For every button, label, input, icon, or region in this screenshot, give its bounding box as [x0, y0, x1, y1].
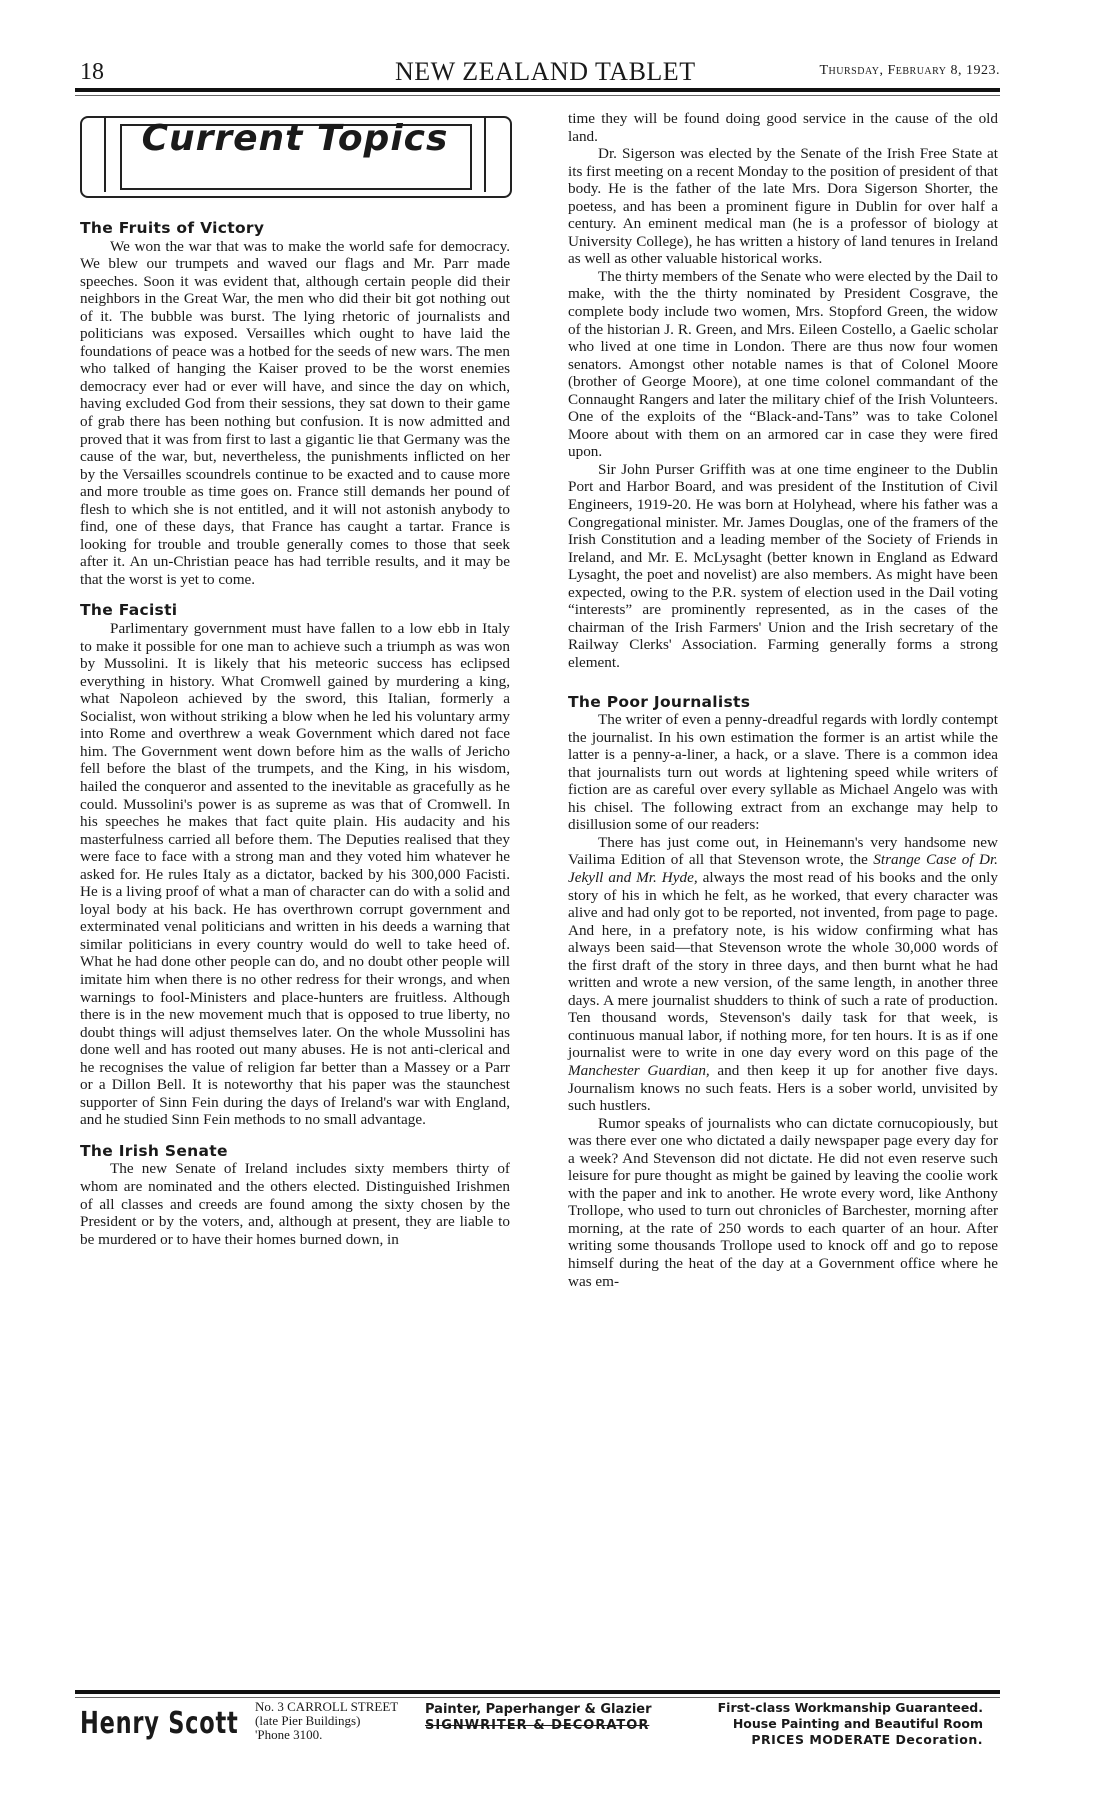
article-paragraph: The new Senate of Ireland includes sixty members thirty of whom are nominated and the others elected. Distinguished Irishmen of all classes and creeds are found among the sixty chosen by the President or by the voters, and, although at present, they are liable to be murdered or to have their homes burned down, in — [80, 1160, 510, 1248]
article-paragraph: Parlimentary government must have fallen to a low ebb in Italy to make it possible for one man to achieve such a triumph as was won by Mussolini. It is likely that his meteoric success has eclipsed everything in history. What Cromwell gained by murdering a king, what Napoleon achieved by the sword, this Italian, formerly a Socialist, won without striking a blow when he led his voluntary army into Rome and overthrew a weak Government which dared not face him. The Government went down before him as the walls of Jericho fell before the blast of the trumpets, and the King, in his wisdom, hailed the conqueror and assented to the inevitable as gracefully as he could. Mussolini's power is as supreme as was that of Cromwell. In his speeches he makes that fact quite plain. His audacity and his masterfulness carried all before them. The Deputies realised that they were face to face with a strong man and they voted him whatever he asked for. He rules Italy as a dictator, backed by his 300,000 Facisti. He is a living proof of what a man of character can do with a solid and loyal body at his back. He has overthrown corrupt government and exterminated venal politicians and written in his deeds a warning that similar politicians in every country would do well to take heed of. What he had done other people can do, and no doubt other people will imitate him when there is no other redress for their wrongs, and when warnings to fool-Ministers and place-hunters are fruitless. Although there is in the new movement much that is opposed to true liberty, no doubt things will adjust themselves later. On the whole Mussolini has done well and has rooted out many abuses. He is not anti-clerical and he recognises the value of religion far better than a Massey or a Parr or a Dillon Bell. It is noteworthy that his paper was the staunchest supporter of Sinn Fein during the days of Ireland's war with England, and he studied Sinn Fein methods to no small advantage. — [80, 620, 510, 1129]
article-heading-irish-senate: The Irish Senate — [80, 1141, 228, 1160]
advertiser-promo — [703, 1700, 983, 1748]
masthead-rule — [75, 88, 1000, 92]
trade-line: SIGNWRITER & DECORATOR — [425, 1718, 650, 1733]
promo-line: PRICES MODERATE Decoration. — [751, 1732, 983, 1747]
advertiser-name: Henry Scott — [80, 1706, 239, 1741]
article-paragraph: Dr. Sigerson was elected by the Senate of the Irish Free State at its first meeting on a recent Monday to the position of president of that body. He is the father of the late Mrs. Dora Sigerson Shorter, the poetess, and has been a prominent figure in Dublin for over half a century. An eminent medical man (he is a professor of biology at University College), he has written a history of land tenures in Ireland as well as other valuable historical works. — [568, 145, 998, 268]
article-paragraph: The writer of even a penny-dreadful regards with lordly contempt the journalist. In his own estimation the former is an artist while the latter is a penny-a-liner, a hack, or a slave. There is a common idea that journalists turn out words at lightening speed while writers of fiction are as careful over every syllable as Michael Angelo was with his chisel. The following extract from an exchange may help to disillusion some of our readers: — [568, 711, 998, 834]
article-paragraph: The thirty members of the Senate who were elected by the Dail to make, with the the thirty nominated by President Cosgrave, the complete body include two women, Mrs. Stopford Green, the widow of the historian J. R. Green, and Mrs. Eileen Costello, a Gaelic scholar who lived at one time in London. There are thus now four women senators. Amongst other notable names is that of Colonel Moore (brother of George Moore), at one time colonel commandant of the Connaught Rangers and later the military chief of the Irish Volunteers. One of the exploits of the “Black-and-Tans” was to take Colonel Moore about with them on an armored car in case they were fired upon. — [568, 267, 998, 461]
address-line: (late Pier Buildings) — [255, 1713, 361, 1728]
advertiser-trade — [425, 1702, 652, 1734]
left-column — [80, 108, 510, 1248]
promo-line: House Painting and Beautiful Room — [732, 1716, 983, 1731]
quote-text: There has just come out, in Heinemann's very handsome new Vailima Edition of all that Stevenson wrote, the — [568, 833, 998, 869]
article-paragraph: We won the war that was to make the world safe for democracy. We blew our trumpets and waved our flags and Mr. Parr made speeches. Soon it was evident that, although certain people did their neighbors in the Great War, the men who did their bit got nothing out of it. The bubble was burst. The lying rhetoric of journalists and politicians was exposed. Versailles which ought to have laid the foundations of peace was a hotbed for the seeds of new wars. The men who talked of hanging the Kaiser proved to be the worst enemies democracy ever had or ever will have, and since the day on which, having excluded God from their sessions, they sat down to their game of grab there has been nothing but confusion. It is now admitted and proved that it was from first to last a gigantic lie that Germany was the cause of the war, but, nevertheless, the punishments inflicted on her by the Versailles scoundrels continue to be exacted and to cause more and more trouble as time goes on. France still demands her pound of flesh to which she is not entitled, and it will not astonish anybody to find, one of these days, that France has caught a tartar. France is looking for trouble and trouble generally comes to those that seek after it. An un-Christian peace has had terrible results, and it may be that the worst is yet to come. — [80, 237, 510, 588]
section-title: Current Topics — [141, 118, 449, 159]
article-heading-poor-journalists: The Poor Journalists — [568, 692, 751, 711]
newspaper-name: Manchester Guardian, — [568, 1061, 710, 1079]
advertisement-rule-thin — [75, 1697, 1000, 1698]
advertisement-rule — [75, 1690, 1000, 1694]
article-paragraph: Sir John Purser Griffith was at one time engineer to the Dublin Port and Harbor Board, and was president of the Institution of Civil Engineers, 1919-20. He was born at Holyhead, where his father was a Congregational minister. Mr. James Douglas, one of the framers of the Irish Constitution and a leading member of the Society of Friends in Ireland, and Mr. E. McLysaght (better known in England as Edward Lysaght, the poet and novelist) are also members. As might have been expected, owing to the P.R. system of election used in the Dail voting “interests” are prominently represented, as in the cases of the chairman of the Irish Farmers' Union and the Irish secretary of the Railway Clerks' Association. Farming generally forms a strong element. — [568, 460, 998, 671]
trade-line: Painter, Paperhanger & Glazier — [425, 1702, 652, 1717]
quoted-paragraph: Rumor speaks of journalists who can dictate cornucopiously, but was there ever one who dictated a daily newspaper page every day for a week? And Stevenson did not dictate. He did not even reserve such leisure for pure thought as might be gained by leaving the coolie work with the paper and ink to another. He wrote every word, like Anthony Trollope, who used to turn out chronicles of Barchester, morning after morning, at the rate of 250 words to each quarter of an hour. After writing some thousands Trollope used to knock off and go to repose himself during the heat of the day at a Government office where he was em- — [568, 1114, 998, 1290]
article-heading-fruits-of-victory: The Fruits of Victory — [80, 219, 265, 237]
current-topics-banner — [80, 108, 510, 198]
article-paragraph-continued: time they will be found doing good service in the cause of the old land. — [568, 110, 998, 145]
quoted-paragraph — [568, 834, 998, 1115]
book-title: Strange Case of Dr. Jekyll and Mr. Hyde, — [568, 851, 998, 886]
masthead-rule-thin — [75, 95, 1000, 96]
advertiser-address — [255, 1700, 398, 1742]
phone-number: 'Phone 3100. — [255, 1727, 323, 1742]
masthead — [80, 55, 1000, 85]
article-heading-facisti: The Facisti — [80, 601, 178, 620]
right-column — [568, 110, 998, 1290]
quote-text: always the most read of his books and the only story of his in which he felt, as he worked, that every character was alive and had only got to be reported, not invented, from page to page. And here, in a prefatory note, is his widow confirming what has always been said—that Stevenson wrote the whole 30,000 words of the first draft of the story in three days, and then burnt what he had written and wrote a new version, of the same length, in another three days. A mere journalist shudders to think of such a rate of production. Ten thousand words, Stevenson's daily task for that week, is continuous manual labor, if nothing more, for ten hours. It is as if one journalist were to write in one day every word on this page of the — [568, 868, 998, 1062]
quote-text: and then keep it up for another five days. Journalism knows no such feats. Hers is a sober world, unvisited by such hustlers. — [568, 1061, 999, 1115]
promo-line: First-class Workmanship Guaranteed. — [717, 1700, 983, 1715]
issue-date: Thursday, February 8, 1923. — [819, 63, 1000, 78]
page-number: 18 — [80, 59, 104, 85]
advertisement — [75, 1700, 1000, 1750]
address-line: No. 3 CARROLL STREET — [255, 1699, 399, 1714]
newspaper-title: NEW ZEALAND TABLET — [395, 57, 696, 86]
